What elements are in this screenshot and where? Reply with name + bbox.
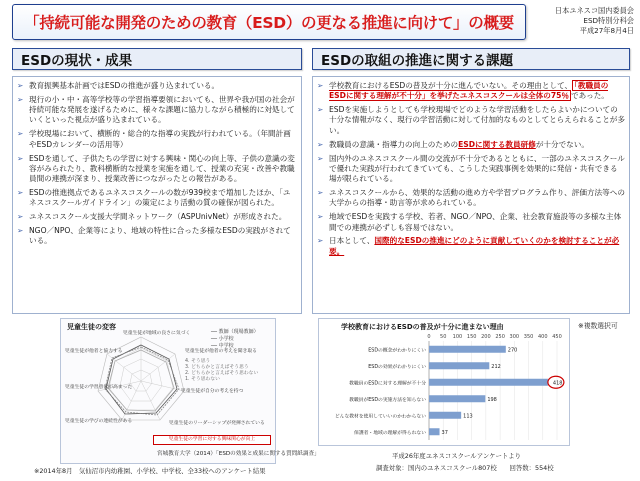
- bar-value-label: 198: [487, 396, 497, 403]
- org-line-1: 日本ユネスコ国内委員会: [554, 6, 634, 15]
- bar: [429, 412, 461, 419]
- status-text-a: ユネスコスクール支援大学間ネットワーク（ASPUnivNet）が形成された。: [29, 212, 287, 222]
- bullet-arrow-icon: ➢: [17, 81, 24, 90]
- bar-value-label: 212: [491, 363, 501, 370]
- issues-list: [317, 81, 625, 257]
- bar: [429, 362, 489, 369]
- issue-item: [317, 81, 625, 102]
- survey-source: 平成26年度ユネスコスクールアンケートより: [392, 452, 522, 460]
- bullet-arrow-icon: ➢: [17, 94, 24, 104]
- bullet-arrow-icon: ➢: [17, 153, 24, 163]
- esd-reasons-bar-chart: [318, 318, 570, 446]
- bullet-arrow-icon: ➢: [317, 212, 324, 222]
- org-date: 平成27年8月4日: [579, 26, 634, 35]
- bar-chart-graphic: [319, 319, 571, 447]
- category-label: ESDの効果がわかりにくい: [368, 364, 426, 370]
- issue-text-hl: ESDに関する教員研修: [458, 139, 536, 149]
- bullet-arrow-icon: ➢: [317, 188, 324, 198]
- issue-item: [317, 236, 625, 257]
- radar-legend-item: ── 小学校: [211, 336, 234, 342]
- student-change-radar-chart: [60, 318, 320, 464]
- x-tick-label: 450: [552, 334, 562, 340]
- radar-axis-4: 児童生徒のリーダーシップが発揮されている: [169, 421, 265, 426]
- current-status-heading: ESDの現状・成果: [12, 48, 302, 70]
- radar-chart-title: 児童生徒の変容: [67, 323, 116, 331]
- issue-item: [317, 140, 625, 150]
- issue-text-a: ESDを実施しようとしても学校現場でどのような学習活動をしたらよいかについての十分な情報がなく、現行の学習活動に対して付加的なものとしてとらえられることが多い。: [329, 105, 625, 135]
- issue-text-boxed: 「教職員のESDに関する理解が不十分」を挙げたユネスコスクールは全体の75％: [329, 81, 609, 101]
- radar-axis-5: 児童生徒の学びの連続性がある: [65, 419, 133, 424]
- radar-source: 宮城教育大学（2014）「ESDの効果と成果に関する質問紙調査」: [157, 451, 320, 457]
- page-title-text: 「持続可能な開発のための教育（ESD）の更なる推進に向けて」の概要: [24, 14, 514, 32]
- bullet-arrow-icon: ➢: [317, 236, 324, 246]
- status-text-a: ESDを通して、子供たちの学習に対する興味・関心の向上等、子供の意識の変容がみられたり、教科横断的な授業を実施を通して、授業の充実・改善や教職員間の連携が深まり、授業改善につながったとの報告がある。: [29, 153, 295, 184]
- x-tick-label: 100: [452, 334, 463, 340]
- status-text-a: 教育振興基本計画ではESDの推進が盛り込まれている。: [29, 81, 220, 90]
- issues-panel: [312, 76, 630, 314]
- current-status-panel: [12, 76, 302, 314]
- status-item: [17, 188, 297, 209]
- issue-item: [317, 212, 625, 233]
- radar-footnote: ※2014年8月 気仙沼市内幼稚園、小学校、中学校、全33校へのアンケート結果: [34, 467, 266, 475]
- x-tick-label: 250: [495, 334, 505, 340]
- bullet-arrow-icon: ➢: [17, 212, 24, 222]
- bar-value-label: 37: [441, 429, 448, 436]
- x-tick-label: 50: [440, 334, 447, 340]
- bar-value-label: 113: [463, 413, 473, 420]
- x-tick-label: 400: [538, 334, 548, 340]
- page-title: [12, 4, 526, 40]
- issue-item: [317, 105, 625, 136]
- multi-select-note: ※複数選択可: [578, 322, 618, 330]
- survey-target: 調査対象：国内のユネスコスクール807校 回答数：554校: [376, 464, 554, 472]
- issue-text-a: 日本として、: [329, 236, 375, 246]
- bullet-arrow-icon: ➢: [317, 153, 324, 163]
- issues-heading: ESDの取組の推進に関する課題: [312, 48, 630, 70]
- status-item: [17, 129, 297, 150]
- x-tick-label: 0: [427, 334, 431, 340]
- bar: [429, 346, 506, 353]
- radar-legend: [211, 329, 259, 350]
- bullet-arrow-icon: ➢: [317, 139, 324, 149]
- bar-value-label: 270: [507, 347, 518, 354]
- category-label: 保護者・地域の理解が得られない: [354, 430, 426, 436]
- radar-axis-7: 児童生徒が他者と協力する: [65, 349, 123, 354]
- category-label: どんな教材を使用していいのかわからない: [334, 414, 426, 420]
- status-item: [17, 212, 297, 222]
- issue-item: [317, 188, 625, 209]
- status-text-a: NGO／NPO、企業等により、地域の特性に合った多様なESDの実践がされている。: [29, 226, 291, 246]
- category-label: 教職員のESDに対する理解が不十分: [349, 381, 426, 387]
- status-text-a: 学校現場において、横断的・総合的な指導の実践が行われている。（年間計画やESDカレンダーの活用等）: [29, 129, 291, 149]
- issue-text-a: 地域でESDを実践する学校、若者、NGO／NPO、企業、社会教育施設等の多様な主体間での連携が必ずしも容易ではない。: [329, 212, 622, 232]
- issue-text-a: 国内外のユネスコスクール間の交流が不十分であるとともに、一部のユネスコスクールで優れた実践が行われてきていても、こうした実践事例を効果的に発信・共有できる場が限られている。: [329, 153, 625, 184]
- issue-text-a: 教職員の意識・指導力の向上のための: [329, 139, 459, 149]
- status-item: [17, 81, 297, 91]
- issue-text-b: であった。: [571, 91, 609, 101]
- x-tick-label: 350: [523, 334, 534, 340]
- x-tick-label: 150: [466, 334, 477, 340]
- issue-text-a: 学校教育におけるESDの普及が十分に進んでいない。その理由として、: [329, 81, 573, 90]
- status-item: [17, 226, 297, 247]
- bullet-arrow-icon: ➢: [317, 81, 324, 90]
- issue-item: [317, 154, 625, 185]
- bar-value-label: 418: [552, 380, 563, 387]
- x-tick-label: 300: [509, 334, 520, 340]
- category-label: ESDの概念がわかりにくい: [368, 348, 426, 354]
- radar-legend-item: ── 中学校: [211, 343, 234, 349]
- radar-scale-4: 1. そう思わない: [185, 377, 220, 382]
- issue-text-b: が十分でない。: [535, 139, 589, 149]
- bullet-arrow-icon: ➢: [17, 226, 24, 236]
- radar-legend-item: ── 教師（現場教師）: [211, 329, 259, 335]
- status-item: [17, 154, 297, 185]
- bar-chart-title: 学校教育におけるESDの普及が十分に進まない理由: [341, 323, 504, 331]
- bullet-arrow-icon: ➢: [17, 188, 24, 198]
- radar-axis-2: 児童生徒が他者の考えを聞き取る: [185, 349, 257, 354]
- current-status-list: [17, 81, 297, 247]
- radar-scale-2: 3. どちらかと言えばそう思う: [185, 365, 249, 370]
- status-text-a: ESDの推進拠点であるユネスコスクールの数が939校まで増加したほか、「ユネスコスクールガイドライン」の策定により活動の質の確保が図られた。: [29, 188, 291, 208]
- radar-scale-3: 2. どちらかと言えばそう思わない: [185, 371, 259, 376]
- org-line-2: ESD特別分科会: [583, 16, 634, 25]
- issue-text-hl: 国際的なESDの推進にどのように貢献していくのかを検討することが必要。: [329, 236, 620, 256]
- radar-axis-3: 児童生徒が自分の考えを持つ: [181, 389, 244, 394]
- org-info: [530, 6, 634, 36]
- bar: [429, 395, 485, 402]
- radar-axis-6: 児童生徒の学習意欲が高まった: [65, 385, 133, 390]
- bar: [429, 428, 440, 435]
- bar: [429, 379, 548, 386]
- bullet-arrow-icon: ➢: [17, 129, 24, 139]
- x-tick-label: 200: [481, 334, 491, 340]
- status-text-a: 現行の小・中・高等学校等の学習指導要領においても、世界や我が国の社会が持続可能な発展を遂げるために、様々な課題に協力しながら積極的に対処していくといった視点が盛り込まれている。: [29, 94, 295, 125]
- radar-axis-1: 児童生徒が地域の良さに気づく: [123, 331, 191, 336]
- radar-callout: 児童生徒の学習に対する興味関心が向上: [153, 435, 271, 445]
- radar-scale-1: 4. そう思う: [185, 359, 211, 364]
- status-item: [17, 95, 297, 126]
- issue-text-a: ユネスコスクールから、効果的な活動の進め方や学習プログラム作り、評価方法等への大学からの指導・助言等が求められている。: [329, 188, 625, 208]
- category-label: 教職員がESDの実施方法を知らない: [349, 397, 426, 403]
- bullet-arrow-icon: ➢: [317, 105, 324, 115]
